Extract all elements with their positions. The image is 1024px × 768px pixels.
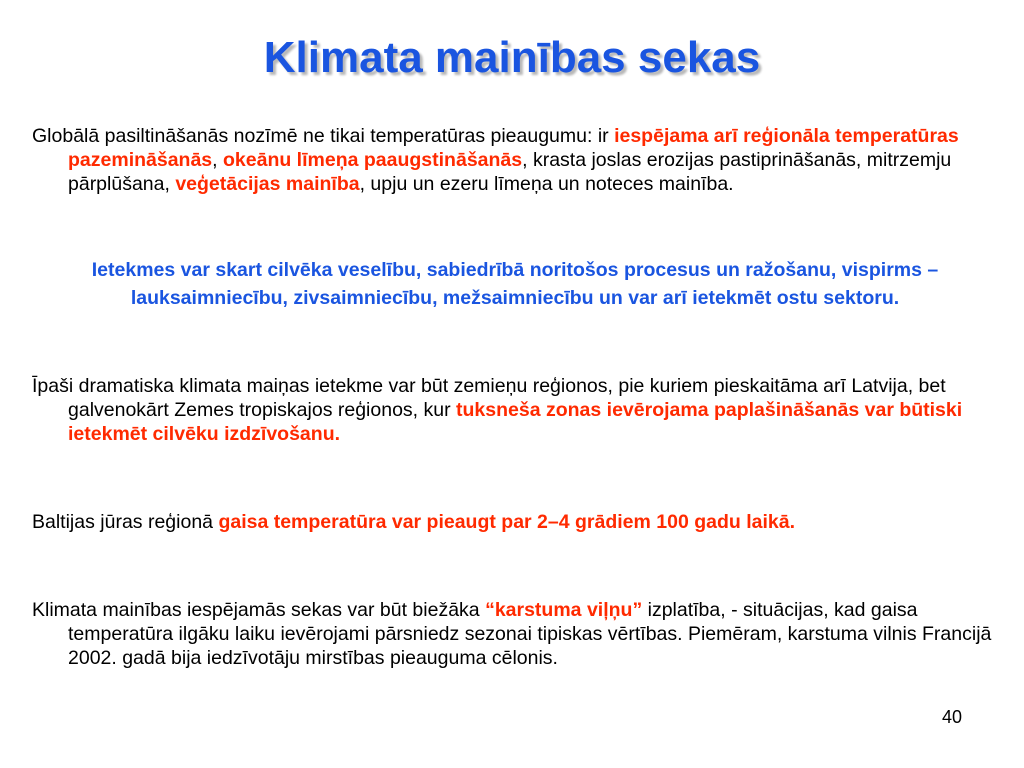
p1-highlight-vegetation: veģetācijas mainība	[175, 173, 360, 195]
paragraph-heat-waves	[32, 598, 1018, 670]
p4-highlight-temperature: gaisa temperatūra var pieaugt par 2–4 grādiem 100 gadu laikā.	[218, 511, 796, 533]
p1-text-2: ,	[212, 149, 223, 171]
p3-highlight-desert: tuksneša zonas ievērojama paplašināšanās var būtiski ietekmēt cilvēku izdzīvošanu.	[68, 399, 963, 445]
p1-text-3: , krasta joslas erozijas pastiprināšanās, mitrzemju pārplūšana,	[68, 149, 952, 195]
p5-text-2: izplatība, - situācijas, kad gaisa temperatūra ilgāku laiku ievērojami pārsniedz sezonai tipiskas vērtības. Piemēram, karstuma vilnis Francijā 2002. gadā bija iedzīvotāju mirstības pieauguma cēlonis.	[68, 599, 992, 669]
p1-highlight-ocean-level: okeānu līmeņa paaugstināšanās	[223, 149, 523, 171]
paragraph-global-warming	[32, 124, 1018, 196]
p5-text-1: Klimata mainības iespējamās sekas var būt biežāka	[32, 599, 486, 621]
paragraph-baltic	[32, 510, 1018, 534]
slide-title: Klimata mainības sekas	[263, 33, 761, 82]
paragraph-impacts: Ietekmes var skart cilvēka veselību, sabiedrībā noritošos procesus un ražošanu, vispirms – lauksaimniecību, zivsaimniecību, mežsaimniecību un var arī ietekmēt ostu sektoru.	[91, 259, 939, 309]
p1-highlight-regional-cooling: iespējama arī reģionāla temperatūras pazemināšanās	[68, 125, 959, 171]
p1-text-1: Globālā pasiltināšanās nozīmē ne tikai temperatūras pieaugumu: ir	[32, 125, 615, 147]
paragraph-dramatic-impact	[32, 374, 1018, 446]
p5-highlight-heat-waves: “karstuma viļņu”	[485, 599, 643, 621]
page-number: 40	[941, 707, 962, 727]
p1-text-4: , upju un ezeru līmeņa un noteces mainība.	[359, 173, 734, 195]
p4-text-1: Baltijas jūras reģionā	[32, 511, 219, 533]
p3-text-1: Īpaši dramatiska klimata maiņas ietekme var būt zemieņu reģionos, pie kuriem pieskaitāma arī Latvija, bet galvenokārt Zemes tropiskajos reģionos, kur	[32, 375, 946, 421]
